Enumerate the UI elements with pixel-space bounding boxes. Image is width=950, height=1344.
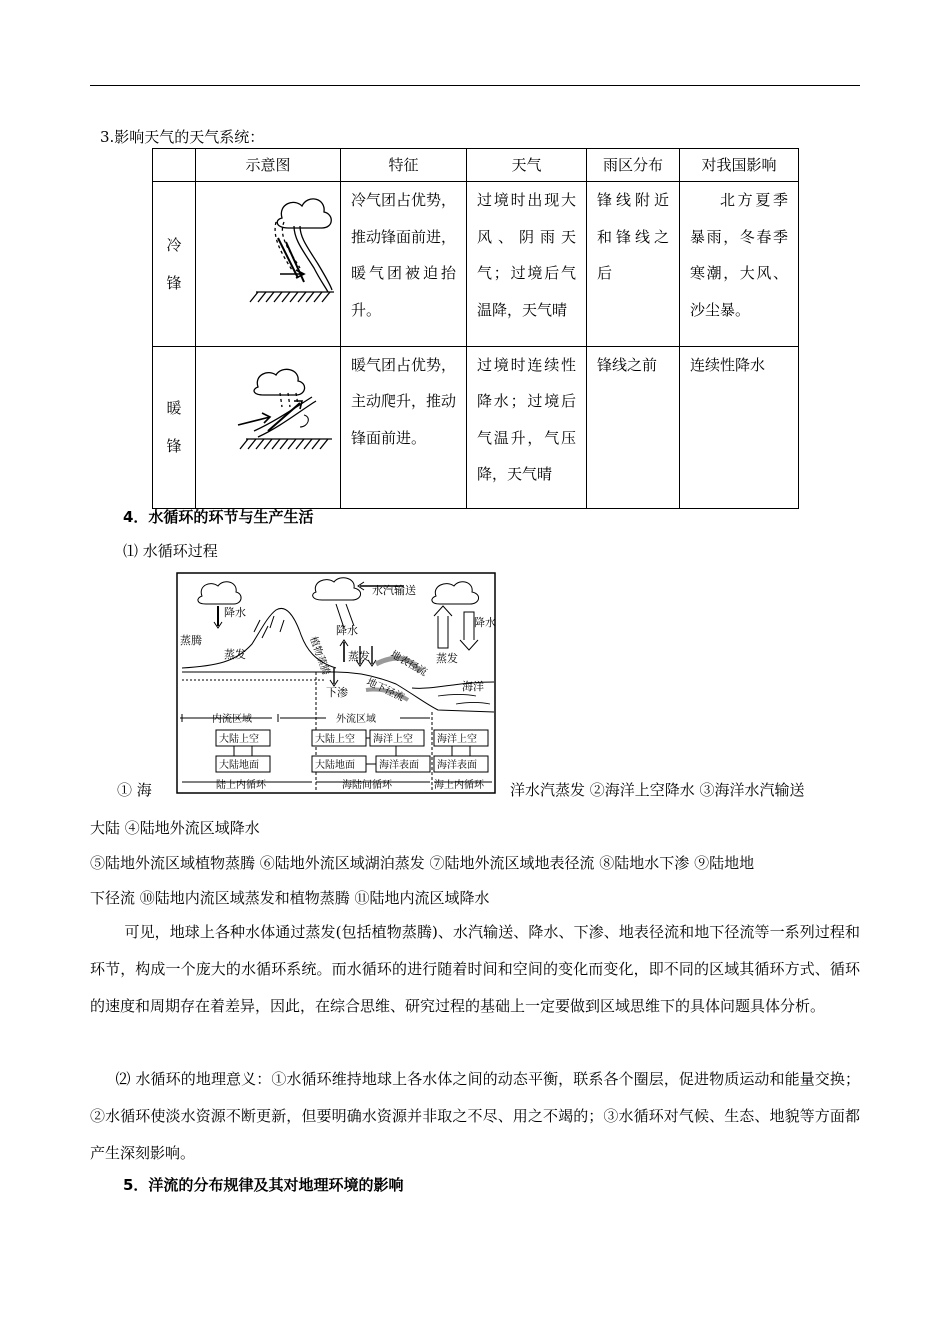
label-plant-transpiration: 植物蒸腾 — [307, 635, 332, 677]
section5-title: 5．洋流的分布规律及其对地理环境的影响 — [123, 1176, 404, 1194]
warm-front-char-1: 暖 — [166, 399, 182, 418]
warm-front-weather: 过境时连续性降水；过境后气温升，气压降，天气晴 — [467, 346, 587, 509]
warm-front-impact: 连续性降水 — [680, 346, 799, 509]
table-header-row — [153, 149, 799, 182]
box-inner-air: 大陆上空 — [219, 734, 259, 745]
label-outer-region: 外流区域 — [336, 714, 376, 725]
row-name-cold-front — [153, 182, 196, 347]
warm-front-char-2: 锋 — [166, 437, 182, 456]
section4-sub1: ⑴ 水循环过程 — [123, 542, 218, 560]
label-vapor-transport: 水汽输送 — [372, 584, 416, 597]
box-outer-air: 大陆上空 — [315, 734, 355, 745]
item-line4: 下径流 ⑩陆地内流区域蒸发和植物蒸腾 ⑪陆地内流区域降水 — [90, 889, 490, 907]
item-line3: ⑤陆地外流区域植物蒸腾 ⑥陆地外流区域湖泊蒸发 ⑦陆地外流区域地表径流 ⑧陆地水下渗 ⑨陆地地 — [90, 854, 755, 872]
label-groundwater-runoff: 地下径流 — [364, 676, 406, 704]
label-transpiration-left: 蒸腾 — [180, 634, 202, 647]
weather-systems-table — [152, 148, 799, 509]
header-feature: 特征 — [341, 149, 467, 182]
label-infiltration: 下渗 — [326, 686, 348, 699]
label-precip-mid: 降水 — [336, 624, 358, 637]
label-surface-runoff: 地表径流 — [388, 649, 429, 679]
header-impact: 对我国影响 — [680, 149, 799, 182]
cold-front-impact: 北方夏季暴雨，冬春季寒潮，大风、沙尘暴。 — [680, 182, 799, 347]
cold-front-feature: 冷气团占优势，推动锋面前进，暖气团被迫抬升。 — [341, 182, 467, 347]
box-outer-ground: 大陆地面 — [315, 760, 355, 771]
header-rain-area: 雨区分布 — [587, 149, 680, 182]
label-inner-region: 内流区域 — [212, 714, 252, 725]
water-cycle-significance: ⑵ 水循环的地理意义：①水循环维持地球上各水体之间的动态平衡，联系各个圈层，促进物质运动和能量交换；②水循环使淡水资源不断更新，但要明确水资源并非取之不尽、用之不竭的；③水循环对气候、生态、地貌等方面都产生深刻影响。 — [90, 1070, 860, 1162]
cold-front-diagram-cell — [196, 182, 341, 347]
header-weather: 天气 — [467, 149, 587, 182]
section3-title: 3.影响天气的天气系统： — [100, 128, 265, 146]
header-diagram: 示意图 — [196, 149, 341, 182]
label-land-cycle: 陆上内循环 — [216, 780, 266, 791]
label-precip-right: 降水 — [474, 616, 496, 629]
label-evap-mid: 蒸发 — [348, 650, 370, 663]
water-cycle-paragraph: 可见，地球上各种水体通过蒸发(包括植物蒸腾)、水汽输送、降水、下渗、地表径流和地下径流等一系列过程和环节，构成一个庞大的水循环系统。而水循环的进行随着时间和空间的变化而变化，即不同的区域其循环方式、循环的速度和周期存在着差异，因此，在综合思维、研究过程的基础上一定要做到区域思维下的具体问题具体分析。 — [90, 923, 860, 1015]
table-row-warm-front — [153, 346, 799, 509]
header-blank — [153, 149, 196, 182]
row-name-warm-front — [153, 346, 196, 509]
warm-front-diagram-cell — [196, 346, 341, 509]
label-ocean: 海洋 — [462, 680, 484, 693]
box-outer-sea-air: 海洋上空 — [373, 734, 413, 745]
label-evap-left: 蒸发 — [224, 648, 246, 661]
item-line2: 大陆 ④陆地外流区域降水 — [90, 819, 260, 837]
label-evap-right: 蒸发 — [436, 652, 458, 665]
cold-front-char-2: 锋 — [166, 273, 182, 292]
cold-front-rain-area: 锋线附近和锋线之后 — [587, 182, 680, 347]
box-sea-air: 海洋上空 — [437, 734, 477, 745]
cold-front-diagram — [196, 182, 340, 332]
warm-front-feature: 暖气团占优势，主动爬升，推动锋面前进。 — [341, 346, 467, 509]
label-precip-left: 降水 — [224, 606, 246, 619]
box-outer-sea-surface: 海洋表面 — [379, 760, 419, 771]
item-line1-a: ① 海 — [117, 781, 152, 799]
label-sea-cycle: 海上内循环 — [434, 780, 484, 791]
box-inner-ground: 大陆地面 — [219, 760, 259, 771]
warm-front-diagram — [196, 347, 340, 495]
water-cycle-diagram — [176, 572, 496, 794]
cold-front-char-1: 冷 — [166, 235, 182, 254]
label-sea-land-cycle: 海陆间循环 — [342, 780, 392, 791]
header-rule — [90, 85, 860, 86]
section4-title: 4．水循环的环节与生产生活 — [123, 508, 314, 526]
box-sea-surface: 海洋表面 — [437, 760, 477, 771]
warm-front-rain-area: 锋线之前 — [587, 346, 680, 509]
cold-front-weather: 过境时出现大风、阴雨天气；过境后气温降，天气晴 — [467, 182, 587, 347]
table-row-cold-front — [153, 182, 799, 347]
item-line1-b: 洋水汽蒸发 ②海洋上空降水 ③海洋水汽输送 — [510, 781, 805, 799]
